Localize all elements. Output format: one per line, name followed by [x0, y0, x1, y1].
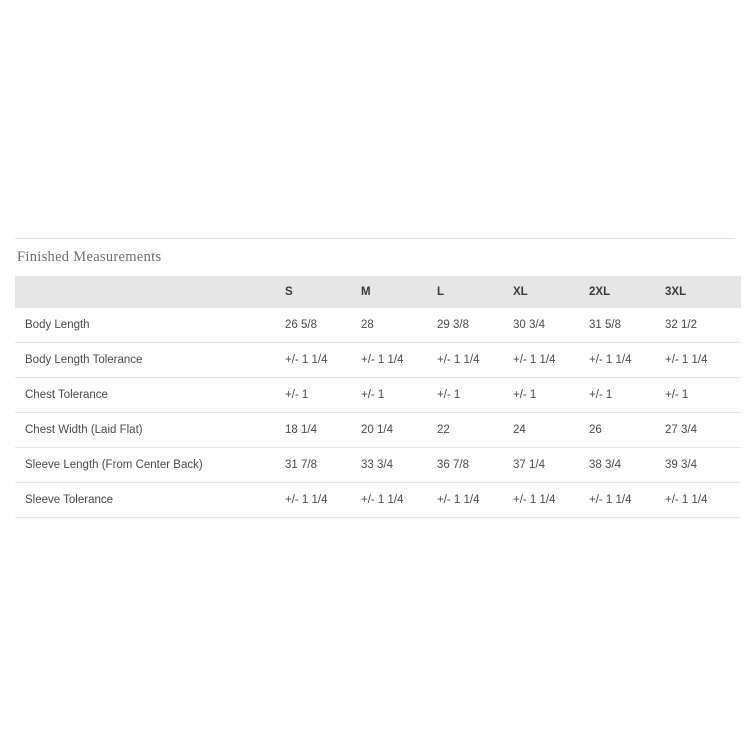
cell-value: +/- 1	[513, 378, 589, 413]
cell-value: 20 1/4	[361, 413, 437, 448]
cell-value: 24	[513, 413, 589, 448]
row-label: Chest Width (Laid Flat)	[15, 413, 285, 448]
column-header-size-s: S	[285, 276, 361, 308]
cell-value: 26	[589, 413, 665, 448]
table-header	[15, 276, 741, 308]
cell-value: +/- 1	[285, 378, 361, 413]
cell-value: +/- 1 1/4	[437, 343, 513, 378]
cell-value: +/- 1 1/4	[361, 343, 437, 378]
cell-value: +/- 1 1/4	[589, 483, 665, 518]
cell-value: +/- 1 1/4	[665, 343, 741, 378]
cell-value: 37 1/4	[513, 448, 589, 483]
cell-value: 27 3/4	[665, 413, 741, 448]
cell-value: +/- 1	[437, 378, 513, 413]
cell-value: 29 3/8	[437, 308, 513, 343]
cell-value: +/- 1 1/4	[361, 483, 437, 518]
table-header-row	[15, 276, 741, 308]
column-header-size-3xl: 3XL	[665, 276, 741, 308]
table-row	[15, 413, 741, 448]
size-chart-table	[15, 276, 741, 518]
cell-value: +/- 1 1/4	[665, 483, 741, 518]
cell-value: 31 7/8	[285, 448, 361, 483]
column-header-size-l: L	[437, 276, 513, 308]
column-header-size-2xl: 2XL	[589, 276, 665, 308]
cell-value: 30 3/4	[513, 308, 589, 343]
column-header-measurement	[15, 276, 285, 308]
table-body	[15, 308, 741, 518]
cell-value: 22	[437, 413, 513, 448]
table-row	[15, 448, 741, 483]
table-row	[15, 483, 741, 518]
cell-value: +/- 1 1/4	[513, 483, 589, 518]
section-title: Finished Measurements	[15, 238, 735, 276]
row-label: Body Length Tolerance	[15, 343, 285, 378]
column-header-size-m: M	[361, 276, 437, 308]
cell-value: +/- 1	[589, 378, 665, 413]
row-label: Sleeve Tolerance	[15, 483, 285, 518]
row-label: Body Length	[15, 308, 285, 343]
cell-value: +/- 1 1/4	[437, 483, 513, 518]
finished-measurements-section	[15, 238, 735, 518]
cell-value: 36 7/8	[437, 448, 513, 483]
cell-value: 31 5/8	[589, 308, 665, 343]
cell-value: 33 3/4	[361, 448, 437, 483]
cell-value: +/- 1 1/4	[589, 343, 665, 378]
cell-value: 32 1/2	[665, 308, 741, 343]
cell-value: +/- 1 1/4	[285, 483, 361, 518]
column-header-size-xl: XL	[513, 276, 589, 308]
cell-value: +/- 1	[361, 378, 437, 413]
cell-value: 39 3/4	[665, 448, 741, 483]
cell-value: +/- 1 1/4	[513, 343, 589, 378]
row-label: Sleeve Length (From Center Back)	[15, 448, 285, 483]
table-row	[15, 308, 741, 343]
table-row	[15, 343, 741, 378]
cell-value: +/- 1	[665, 378, 741, 413]
cell-value: 28	[361, 308, 437, 343]
cell-value: 26 5/8	[285, 308, 361, 343]
cell-value: 38 3/4	[589, 448, 665, 483]
cell-value: +/- 1 1/4	[285, 343, 361, 378]
cell-value: 18 1/4	[285, 413, 361, 448]
table-row	[15, 378, 741, 413]
row-label: Chest Tolerance	[15, 378, 285, 413]
